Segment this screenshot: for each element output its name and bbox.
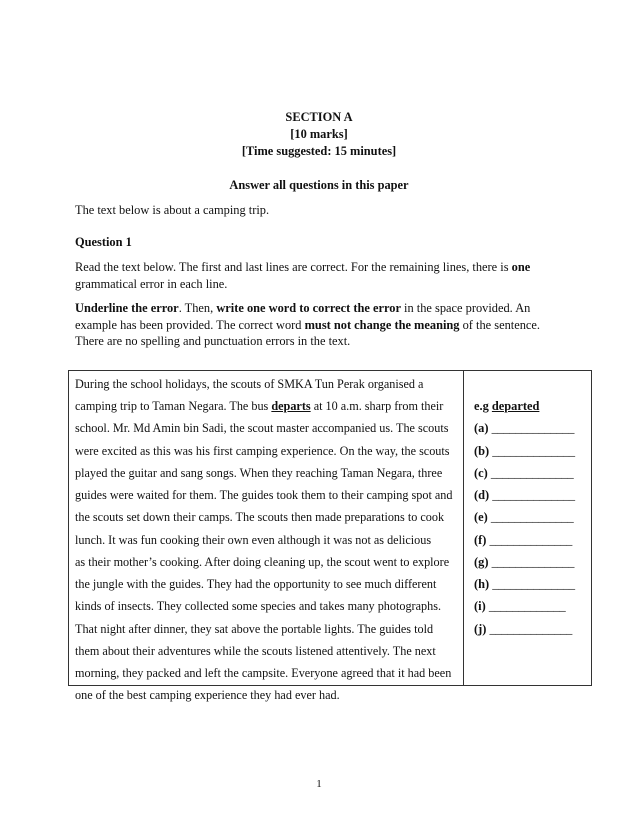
answer-blank-a[interactable]: ______________ — [491, 421, 575, 435]
answer-blank-e[interactable]: ______________ — [490, 510, 574, 524]
answer-blank-j[interactable]: ______________ — [489, 622, 573, 636]
answer-slot-j[interactable] — [474, 621, 572, 638]
marks-label: [10 marks] — [290, 127, 348, 141]
passage-line-2 — [75, 398, 465, 414]
passage-line-12: That night after dinner, they sat above the portable lights. The guides told — [75, 622, 434, 636]
answer-label-j: (j) — [474, 622, 487, 636]
example-prefix: e.g — [474, 399, 492, 413]
passage-line-15: one of the best camping experience they had ever had. — [75, 688, 340, 702]
instruction1-text-a: Read the text below. The first and last lines are correct. For the remaining lines, there is — [75, 260, 512, 274]
example-correction-word: departed — [491, 399, 540, 413]
instruction2-text-f: of the sentence. There are no spelling and punctuation errors in the text. — [75, 317, 541, 349]
answer-label-c: (c) — [474, 466, 488, 480]
passage-line-6: guides were waited for them. The guides took them to their camping spot and — [75, 488, 453, 502]
passage-line-9: as their mother’s cooking. After doing cleaning up, the scout went to explore — [75, 555, 450, 569]
passage-line-14: morning, they packed and left the campsite. Everyone agreed that it had been — [75, 666, 452, 680]
answer-slot-d[interactable] — [474, 487, 575, 504]
passage-line-1: During the school holidays, the scouts of SMKA Tun Perak organised a — [75, 377, 424, 391]
passage-line-13: them about their adventures while the scouts listened attentively. The next — [75, 644, 436, 658]
answer-blank-f[interactable]: ______________ — [489, 533, 573, 547]
answer-label-i: (i) — [474, 599, 486, 613]
answer-blank-i[interactable]: _____________ — [488, 599, 566, 613]
instruction1-emphasis: one — [511, 260, 531, 274]
answer-slot-c[interactable] — [474, 465, 573, 482]
answer-slot-b[interactable] — [474, 443, 575, 460]
passage-line-5: played the guitar and sang songs. When they reaching Taman Negara, three — [75, 466, 443, 480]
passage-line-10: the jungle with the guides. They had the opportunity to see much different — [75, 577, 437, 591]
answer-slot-h[interactable] — [474, 576, 575, 593]
instruction2-text-b: . Then, — [178, 301, 217, 315]
passage-line-2-a: camping trip to Taman Negara. The bus — [75, 399, 272, 413]
answer-label-f: (f) — [474, 533, 487, 547]
passage-line-4: were excited as this was his first camping experience. On the way, the scouts — [75, 444, 450, 458]
answer-slot-i[interactable] — [474, 598, 565, 615]
answer-label-a: (a) — [474, 421, 489, 435]
answer-blank-h[interactable]: ______________ — [492, 577, 575, 591]
passage-line-7: the scouts set down their camps. The scouts then made preparations to cook — [75, 510, 445, 524]
section-title: SECTION A — [285, 110, 353, 124]
instruction1-text-c: grammatical error in each line. — [75, 276, 228, 291]
intro-text: The text below is about a camping trip. — [75, 203, 270, 217]
answer-blank-g[interactable]: ______________ — [491, 555, 575, 569]
passage-line-3: school. Mr. Md Amin bin Sadi, the scout master accompanied us. The scouts — [75, 421, 449, 435]
example-error-word: departs — [271, 399, 311, 413]
question-label: Question 1 — [75, 235, 132, 249]
answer-label-b: (b) — [474, 444, 490, 458]
answer-label-e: (e) — [474, 510, 488, 524]
answer-slot-a[interactable] — [474, 420, 574, 437]
answer-label-h: (h) — [474, 577, 490, 591]
passage-line-8: lunch. It was fun cooking their own even although it was not as delicious — [75, 533, 432, 547]
answer-label-g: (g) — [474, 555, 489, 569]
instruction2-bold-c: write one word to correct the error — [216, 301, 401, 315]
page-number: 1 — [316, 778, 322, 790]
instruction-paragraph-1 — [75, 259, 570, 292]
instruction2-bold-e: must not change the meaning — [304, 317, 460, 332]
answer-blank-c[interactable]: ______________ — [490, 466, 574, 480]
answer-slot-f[interactable] — [474, 532, 572, 549]
answer-blank-b[interactable]: ______________ — [492, 444, 575, 458]
passage-line-2-b: at 10 a.m. sharp from their — [310, 399, 444, 413]
answer-slot-e[interactable] — [474, 509, 573, 526]
answer-instruction: Answer all questions in this paper — [229, 178, 409, 192]
instruction-paragraph-2 — [75, 300, 570, 350]
answer-label-d: (d) — [474, 488, 490, 502]
instruction2-text-d: in the space provided. An example has been provided. The correct word — [75, 301, 531, 332]
time-suggested: [Time suggested: 15 minutes] — [241, 144, 397, 158]
passage-line-11: kinds of insects. They collected some species and takes many photographs. — [75, 599, 441, 613]
answer-slot-g[interactable] — [474, 554, 574, 571]
passage-table — [68, 370, 592, 686]
instruction2-bold-a: Underline the error — [75, 301, 179, 315]
table-column-divider — [463, 370, 464, 686]
example-answer — [474, 398, 539, 415]
answer-blank-d[interactable]: ______________ — [492, 488, 575, 502]
